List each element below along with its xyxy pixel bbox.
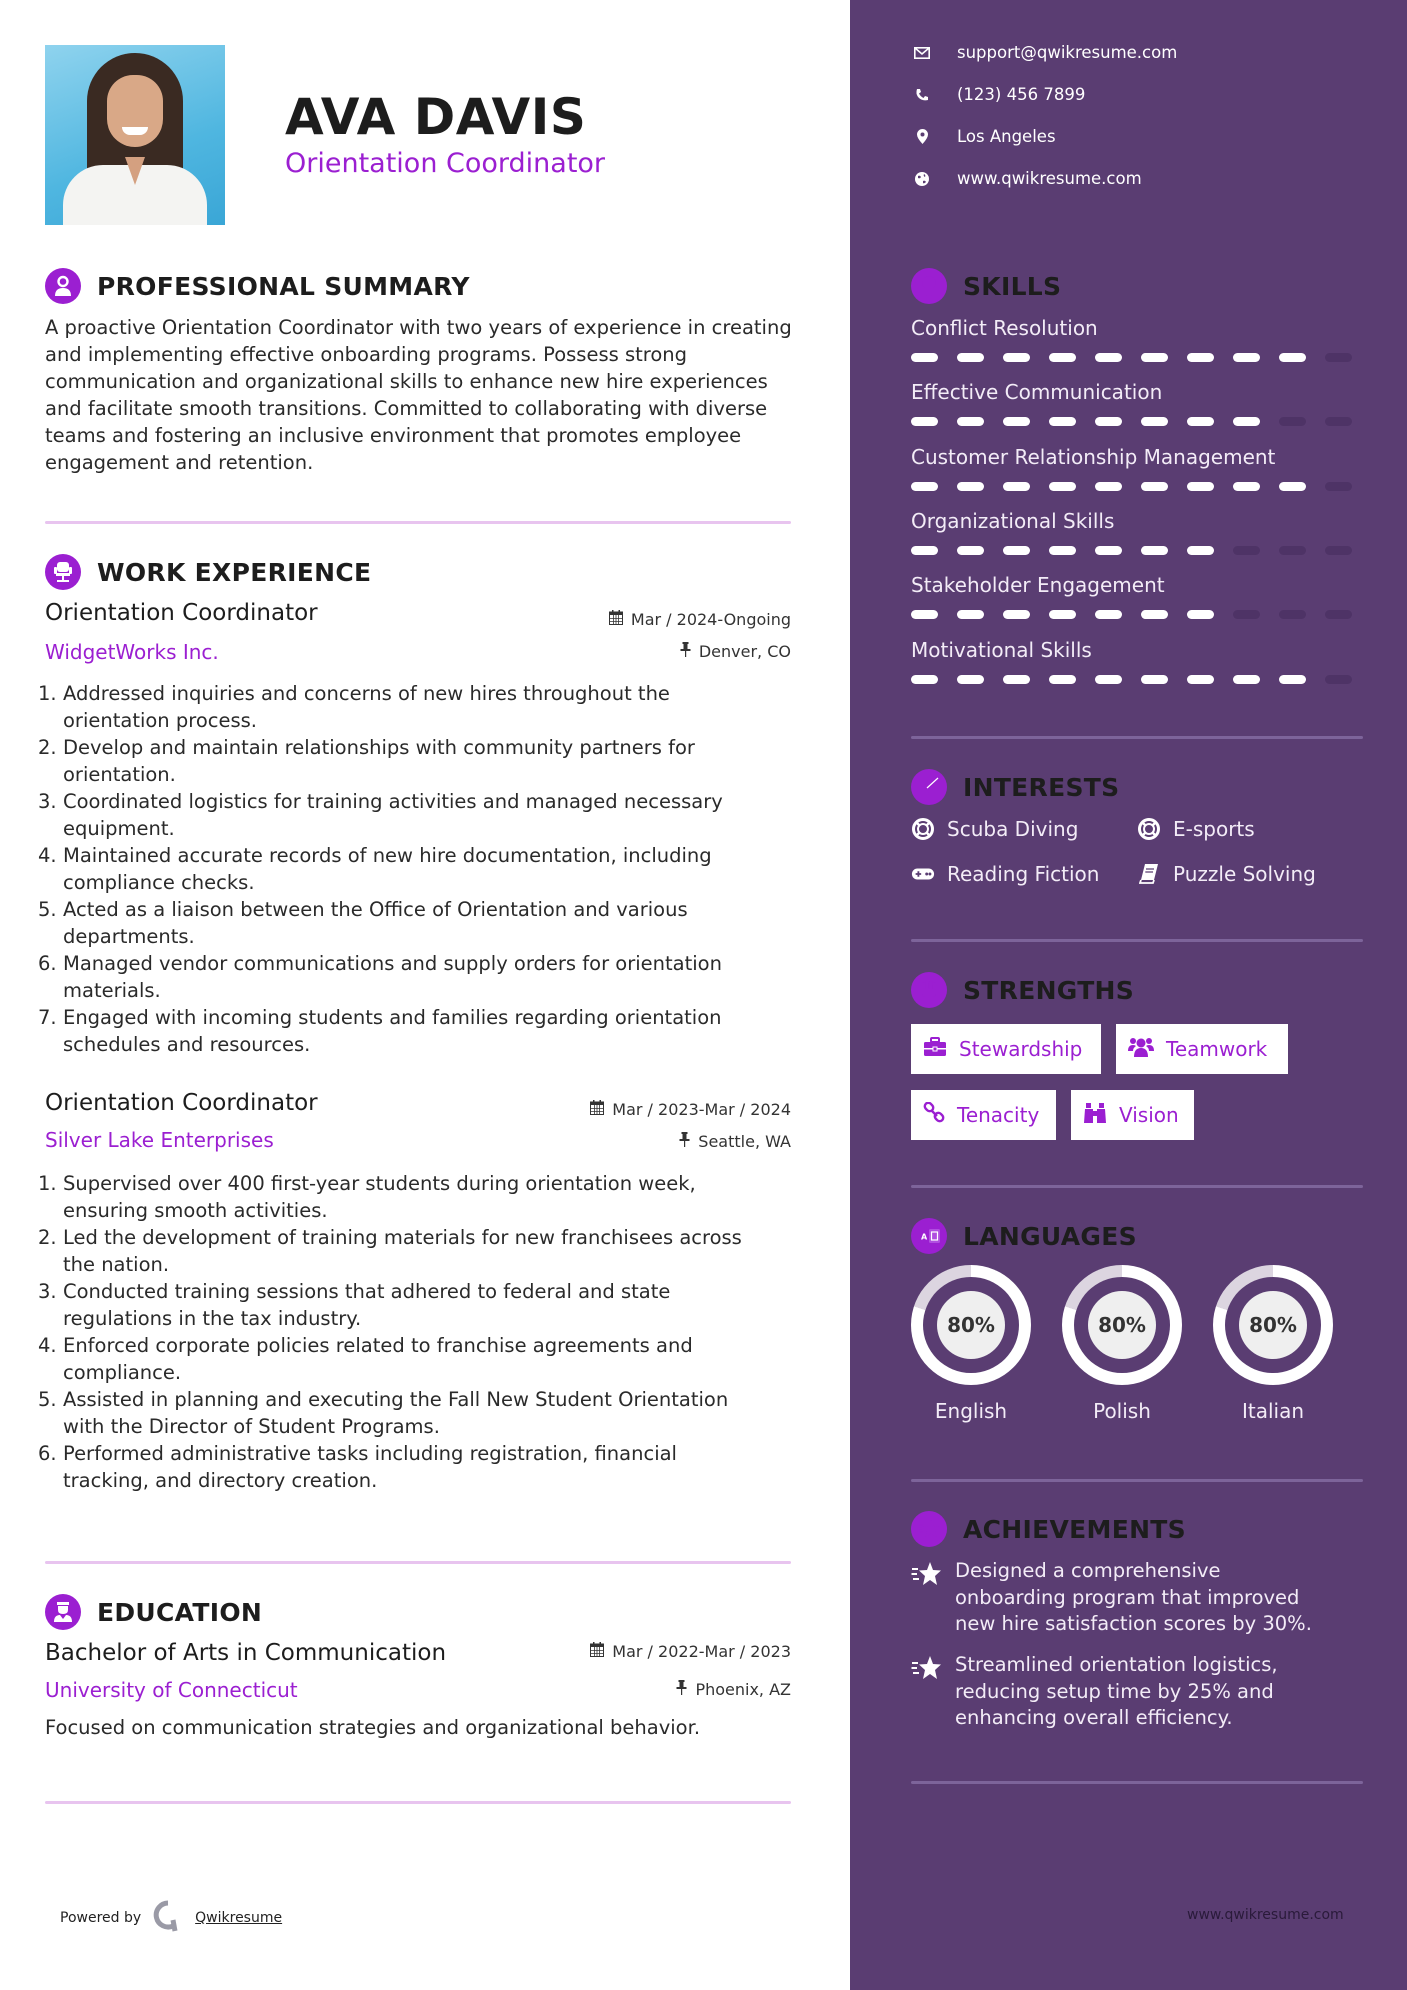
map-marker-icon xyxy=(911,129,933,144)
school-name: University of Connecticut xyxy=(45,1678,298,1702)
list-item: 1. Addressed inquiries and concerns of new hires throughout the orientation process. xyxy=(38,682,670,732)
fist-icon xyxy=(911,972,947,1008)
contact-website: www.qwikresume.com xyxy=(911,169,1142,188)
divider xyxy=(911,1781,1363,1784)
skill-rating-9-of-10 xyxy=(911,353,1352,362)
interest-item: Puzzle Solving xyxy=(1137,862,1316,886)
skill-name: Stakeholder Engagement xyxy=(911,573,1165,597)
skill-rating-7-of-10 xyxy=(911,546,1352,555)
list-item: 5. Assisted in planning and executing the Fall New Student Orientation with the Director of Student Programs. xyxy=(38,1388,729,1438)
envelope-icon xyxy=(911,47,933,59)
summary-text: A proactive Orientation Coordinator with two years of experience in creating and implementing effective onboarding programs. Possess strong communication and organizational skills to enhance new hire experiences and facilitate smooth transitions. Committed to collaborating with diverse teams and fostering an inclusive environment that promotes employee engagement and retention. xyxy=(45,316,792,474)
qwikresume-logo-icon xyxy=(153,1900,183,1936)
gamepad-icon xyxy=(911,866,935,882)
calendar-icon xyxy=(609,610,623,629)
language-progress-ring: 80% xyxy=(1062,1265,1182,1385)
binoculars-icon xyxy=(1083,1102,1107,1129)
paper-plane-icon xyxy=(911,769,947,805)
graduate-icon xyxy=(45,1594,81,1630)
language-polish: 80% Polish xyxy=(1062,1265,1182,1423)
lightbulb-icon xyxy=(911,268,947,304)
strength-chip: Teamwork xyxy=(1116,1024,1288,1074)
job-dates: Mar / 2023-Mar / 2024 xyxy=(590,1100,791,1119)
list-item: 7. Engaged with incoming students and families regarding orientation schedules and resources. xyxy=(38,1006,722,1056)
skills-heading: SKILLS xyxy=(911,268,1061,304)
divider xyxy=(911,1185,1363,1188)
job-location: Denver, CO xyxy=(680,642,791,661)
education-dates: Mar / 2022-Mar / 2023 xyxy=(590,1642,791,1661)
summary-heading: PROFESSIONAL SUMMARY xyxy=(45,268,470,304)
skill-rating-8-of-10 xyxy=(911,417,1352,426)
users-icon xyxy=(1128,1036,1154,1063)
languages-heading: A LANGUAGES xyxy=(911,1218,1137,1254)
skill-name: Organizational Skills xyxy=(911,509,1115,533)
job-bullets xyxy=(38,680,798,1058)
list-item: 1. Supervised over 400 first-year students during orientation week, ensuring smooth activities. xyxy=(38,1172,696,1222)
experience-heading: WORK EXPERIENCE xyxy=(45,554,371,590)
education-description: Focused on communication strategies and organizational behavior. xyxy=(45,1716,701,1739)
education-heading: EDUCATION xyxy=(45,1594,262,1630)
divider xyxy=(911,1479,1363,1482)
globe-icon xyxy=(911,172,933,186)
divider xyxy=(911,736,1363,739)
strength-chip: Stewardship xyxy=(911,1024,1101,1074)
achievements-heading: ACHIEVEMENTS xyxy=(911,1511,1186,1547)
interests-heading: INTERESTS xyxy=(911,769,1119,805)
skill-name: Effective Communication xyxy=(911,380,1163,404)
briefcase-icon xyxy=(923,1037,947,1062)
skill-name: Conflict Resolution xyxy=(911,316,1098,340)
pin-icon xyxy=(676,1680,687,1699)
contact-location: Los Angeles xyxy=(911,127,1056,146)
language-progress-ring: 80% xyxy=(1213,1265,1333,1385)
list-item: 2. Develop and maintain relationships with community partners for orientation. xyxy=(38,736,695,786)
skill-rating-7-of-10 xyxy=(911,610,1352,619)
divider xyxy=(911,939,1363,942)
strength-chip: Vision xyxy=(1071,1090,1194,1140)
life-ring-icon xyxy=(1137,818,1161,840)
job-location: Seattle, WA xyxy=(679,1132,791,1151)
powered-by: Powered by Qwikresume xyxy=(60,1900,282,1936)
contact-email: support@qwikresume.com xyxy=(911,43,1177,62)
translate-icon xyxy=(911,1218,947,1254)
achievement-item: Streamlined orientation logistics, reducing setup time by 25% and enhancing overall efficiency. xyxy=(911,1652,1341,1732)
footer-url[interactable]: www.qwikresume.com xyxy=(1187,1907,1344,1923)
user-icon xyxy=(45,268,81,304)
job-title: Orientation Coordinator xyxy=(45,600,318,626)
job-company: Silver Lake Enterprises xyxy=(45,1128,274,1152)
list-item: 6. Performed administrative tasks including registration, financial tracking, and directory creation. xyxy=(38,1442,677,1492)
office-chair-icon xyxy=(45,554,81,590)
contact-phone: (123) 456 7899 xyxy=(911,85,1085,104)
language-english: 80% English xyxy=(911,1265,1031,1423)
achievement-item: Designed a comprehensive onboarding program that improved new hire satisfaction scores by 30%. xyxy=(911,1558,1341,1638)
job-title: Orientation Coordinator xyxy=(45,1090,318,1116)
candidate-name: AVA DAVIS xyxy=(285,88,587,146)
job-company: WidgetWorks Inc. xyxy=(45,640,219,664)
calendar-icon xyxy=(590,1100,604,1119)
skill-rating-9-of-10 xyxy=(911,675,1352,684)
skill-name: Customer Relationship Management xyxy=(911,445,1276,469)
calendar-icon xyxy=(590,1642,604,1661)
life-ring-icon xyxy=(911,818,935,840)
language-italian: 80% Italian xyxy=(1213,1265,1333,1423)
list-item: 3. Conducted training sessions that adhered to federal and state regulations in the tax industry. xyxy=(38,1280,671,1330)
interest-item: Scuba Diving xyxy=(911,817,1078,841)
star-icon xyxy=(911,1558,945,1638)
skill-rating-9-of-10 xyxy=(911,482,1352,491)
svg-text:A: A xyxy=(921,1232,928,1242)
list-item: 3. Coordinated logistics for training activities and managed necessary equipment. xyxy=(38,790,723,840)
degree-title: Bachelor of Arts in Communication xyxy=(45,1640,447,1666)
education-location: Phoenix, AZ xyxy=(676,1680,791,1699)
phone-icon xyxy=(911,88,933,102)
interest-item: Reading Fiction xyxy=(911,862,1099,886)
pin-icon xyxy=(680,642,691,661)
list-item: 2. Led the development of training materials for new franchisees across the nation. xyxy=(38,1226,742,1276)
language-progress-ring: 80% xyxy=(911,1265,1031,1385)
qwikresume-link[interactable]: Qwikresume xyxy=(195,1910,283,1926)
book-icon xyxy=(1137,863,1161,885)
list-item: 4. Enforced corporate policies related to franchise agreements and compliance. xyxy=(38,1334,693,1384)
list-item: 5. Acted as a liaison between the Office of Orientation and various departments. xyxy=(38,898,688,948)
star-badge-icon xyxy=(911,1511,947,1547)
profile-photo xyxy=(45,45,225,225)
job-dates: Mar / 2024-Ongoing xyxy=(609,610,791,629)
pin-icon xyxy=(679,1132,690,1151)
skill-name: Motivational Skills xyxy=(911,638,1092,662)
divider xyxy=(45,1561,791,1564)
divider xyxy=(45,1801,791,1804)
list-item: 6. Managed vendor communications and supply orders for orientation materials. xyxy=(38,952,722,1002)
strength-chip: Tenacity xyxy=(911,1090,1056,1140)
strengths-heading: STRENGTHS xyxy=(911,972,1134,1008)
divider xyxy=(45,521,791,524)
candidate-title: Orientation Coordinator xyxy=(285,148,606,179)
job-bullets xyxy=(38,1170,798,1494)
interest-item: E-sports xyxy=(1137,817,1255,841)
list-item: 4. Maintained accurate records of new hire documentation, including compliance checks. xyxy=(38,844,712,894)
link-icon xyxy=(923,1102,945,1129)
star-icon xyxy=(911,1652,945,1732)
